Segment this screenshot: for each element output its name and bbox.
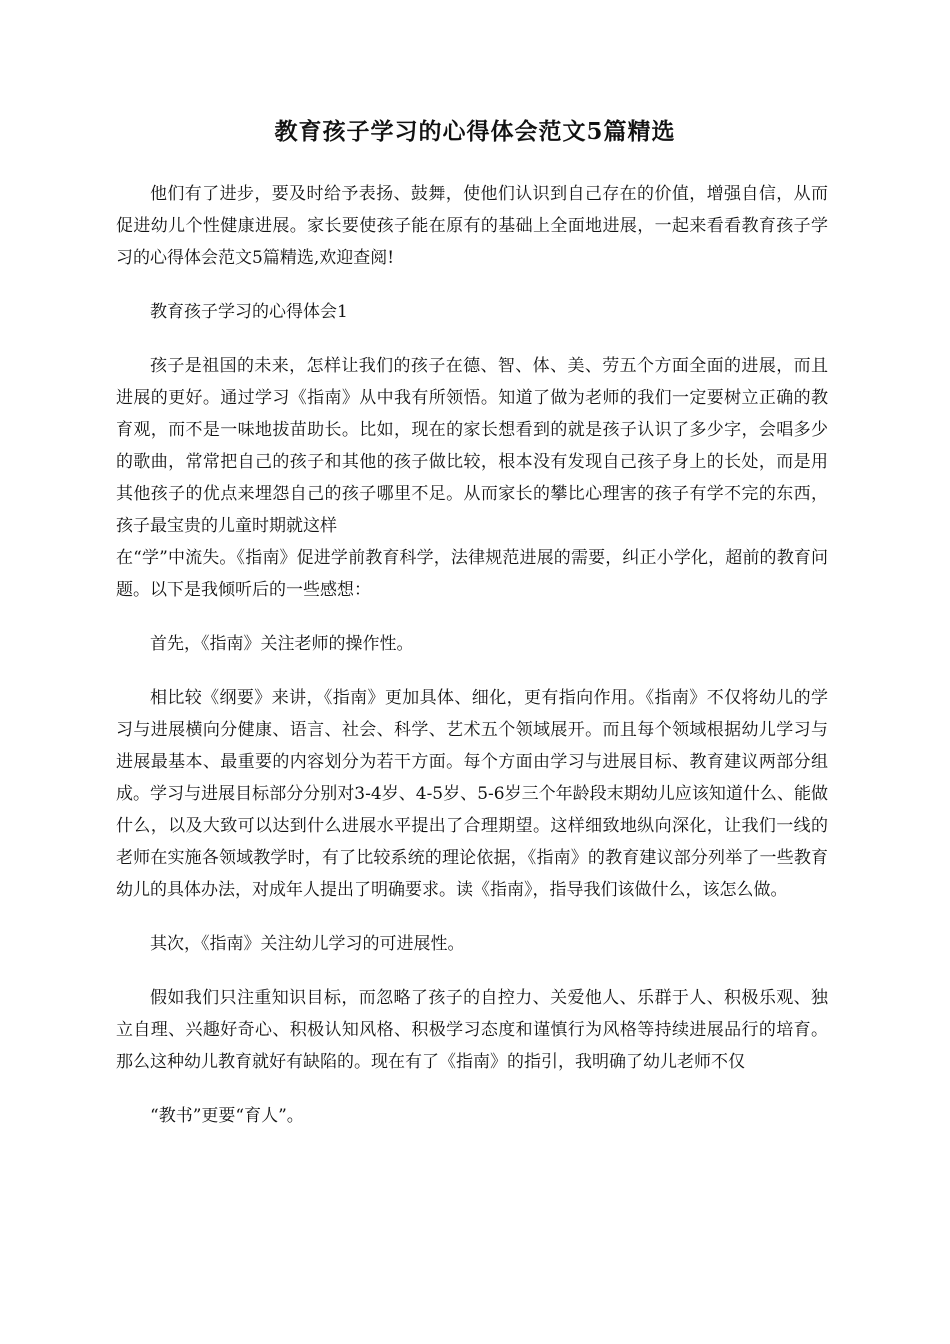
point-heading-first: 首先，《指南》关注老师的操作性。 xyxy=(150,634,414,654)
body-paragraph: 孩子是祖国的未来，怎样让我们的孩子在德、智、体、美、劳五个方面全面的进展，而且进展的更好。通过学习《指南》从中我有所领悟。知道了做为老师的我们一定要树立正确的教育观，而不是一味地拔苗助长。比如，现在的家长想看到的就是孩子认识了多少字，会唱多少的歌曲，常常把自己的孩子和其他的孩子做比较，根本没有发现自己孩子身上的长处，而是用其他孩子的优点来埋怨自己的孩子哪里不足。从而家长的攀比心理害的孩子有学不完的东西，孩子最宝贵的儿童时期就这样 xyxy=(116,356,828,536)
body-paragraph: 相比较《纲要》来讲，《指南》更加具体、细化，更有指向作用。《指南》不仅将幼儿的学习与进展横向分健康、语言、社会、科学、艺术五个领域展开。而且每个领域根据幼儿学习与进展最基本、最重要的内容划分为若干方面。每个方面由学习与进展目标、教育建议两部分组成。学习与进展目标部分分别对3-4岁、4-5岁、5-6岁三个年龄段末期幼儿应该知道什么、能做什么，以及大致可以达到什么进展水平提出了合理期望。这样细致地纵向深化，让我们一线的老师在实施各领域教学时，有了比较系统的理论依据，《指南》的教育建议部分列举了一些教育幼儿的具体办法，对成年人提出了明确要求。读《指南》，指导我们该做什么，该怎么做。 xyxy=(116,688,828,900)
point-heading-second: 其次，《指南》关注幼儿学习的可进展性。 xyxy=(150,934,465,954)
section-heading: 教育孩子学习的心得体会1 xyxy=(150,302,348,322)
document-body xyxy=(116,178,828,1154)
intro-paragraph: 他们有了进步，要及时给予表扬、鼓舞，使他们认识到自己存在的价值，增强自信，从而促进幼儿个性健康进展。家长要使孩子能在原有的基础上全面地进展，一起来看看教育孩子学习的心得体会范文5篇精选,欢迎查阅! xyxy=(116,184,828,268)
body-paragraph-continued: 在“学”中流失。《指南》促进学前教育科学，法律规范进展的需要，纠正小学化，超前的教育问题。以下是我倾听后的一些感想： xyxy=(116,548,828,600)
document-title: 教育孩子学习的心得体会范文5篇精选 xyxy=(274,118,676,145)
body-paragraph: 假如我们只注重知识目标，而忽略了孩子的自控力、关爱他人、乐群于人、积极乐观、独立自理、兴趣好奇心、积极认知风格、积极学习态度和谨慎行为风格等持续进展品行的培育。那么这种幼儿教育就好有缺陷的。现在有了《指南》的指引，我明确了幼儿老师不仅 xyxy=(116,988,828,1072)
closing-line: “教书”更要“育人”。 xyxy=(150,1106,304,1126)
